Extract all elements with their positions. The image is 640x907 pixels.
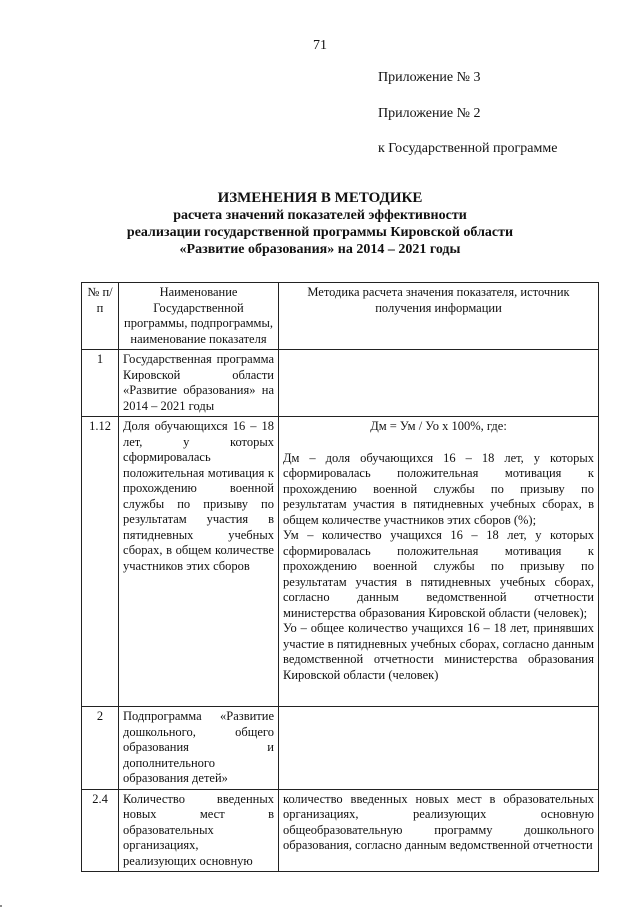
header-calculation-method: Методика расчета значения показателя, источник получения информации <box>279 283 599 350</box>
indicator-name: Подпрограмма «Развитие дошкольного, общего образования и дополнительного образования детей» <box>119 707 279 790</box>
row-number: 2 <box>82 707 119 790</box>
to-state-program-label: к Государственной программе <box>378 141 558 156</box>
header-indicator-name: Наименование Государственной программы, подпрограммы, наименование показателя <box>119 283 279 350</box>
indicator-name: Государственная программа Кировской области «Развитие образования» на 2014 – 2021 годы <box>119 350 279 417</box>
indicator-name: Количество введенных новых мест в образовательных организациях, реализующих основную <box>119 789 279 872</box>
method-formula: Дм = Ум / Уо х 100%, где: <box>370 419 507 433</box>
method-paragraph: Уо – общее количество учащихся 16 – 18 лет, принявших участие в пятидневных учебных сборах, согласно данным ведомственной отчетности министерства образования Кировской области (человек) <box>283 621 594 682</box>
method-paragraph: Дм – доля обучающихся 16 – 18 лет, у которых сформировалась положительная мотивация к прохождению военной службы по призыву по результатам участия в пятидневных учебных сборах, в общем количестве участников этих сборов (%); <box>283 450 594 527</box>
table-row <box>82 707 599 790</box>
title-line-2: расчета значений показателей эффективности <box>173 208 467 223</box>
methodology-table <box>81 282 599 872</box>
calculation-method <box>279 707 599 790</box>
calculation-method <box>279 789 599 872</box>
table-body <box>82 350 599 872</box>
table-row <box>82 417 599 707</box>
annex-3-label: Приложение № 3 <box>378 70 481 85</box>
table-header-row <box>82 283 599 350</box>
method-paragraph: Ум – количество учащихся 16 – 18 лет, у которых сформировалась положительная мотивация к прохождению военной службы по призыву по результатам участия в пятидневных учебных сборах, согласно данным ведомственной отчетности министерства образования Кировской области (человек); <box>283 528 594 620</box>
calculation-method <box>279 350 599 417</box>
calculation-method <box>279 417 599 707</box>
annex-2-label: Приложение № 2 <box>378 106 481 121</box>
header-number: № п/п <box>82 283 119 350</box>
title-line-3: реализации государственной программы Кировской области <box>126 225 514 240</box>
row-number: 2.4 <box>82 789 119 872</box>
table-row <box>82 350 599 417</box>
page-number: 71 <box>313 38 327 53</box>
title-line-1: ИЗМЕНЕНИЯ В МЕТОДИКЕ <box>217 190 423 206</box>
method-paragraph: количество введенных новых мест в образовательных организациях, реализующих основную общеобразовательную программу дошкольного образования, согласно данным ведомственной отчетности <box>283 791 594 852</box>
row-number: 1.12 <box>82 417 119 707</box>
row-number: 1 <box>82 350 119 417</box>
title-line-4: «Развитие образования» на 2014 – 2021 годы <box>179 242 461 257</box>
indicator-name: Доля обучающихся 16 – 18 лет, у которых сформировалась положительная мотивация к прохождению военной службы по призыву по результатам участия в пятидневных учебных сборах, в общем количестве участников этих сборов <box>119 417 279 707</box>
document-title <box>0 190 640 258</box>
table-row <box>82 789 599 872</box>
